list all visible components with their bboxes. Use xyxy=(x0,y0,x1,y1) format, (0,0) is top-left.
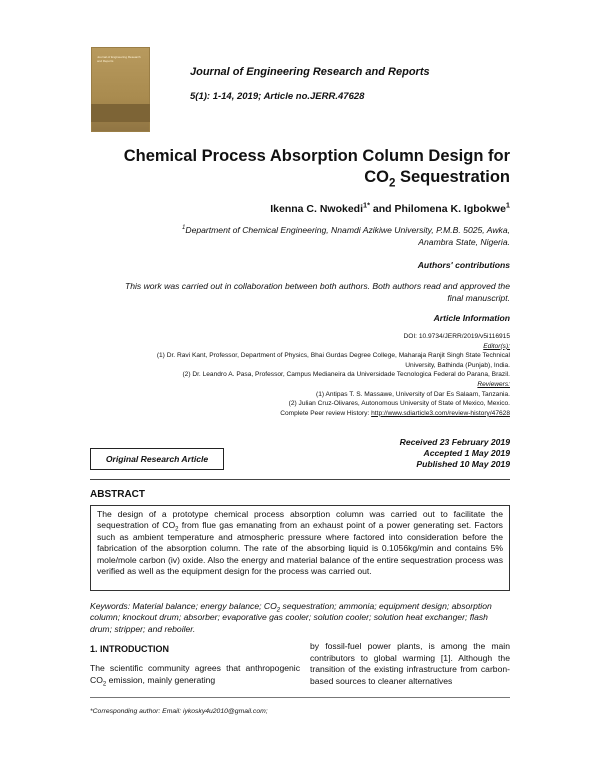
editors-label: Editor(s): xyxy=(483,342,510,350)
doi: DOI: 10.9734/JERR/2019/v5i116915 xyxy=(403,333,510,340)
intro-sub: 2 xyxy=(102,681,107,688)
intro-column-1 xyxy=(90,663,300,686)
editor-1-line-2: University, Bathinda (Punjab), India. xyxy=(405,361,510,369)
title-line-2 xyxy=(90,167,510,188)
footnote-divider xyxy=(90,697,510,698)
keywords xyxy=(90,601,510,635)
intro-text-1a: The scientific community agrees that anthropogenic CO xyxy=(90,663,300,685)
title-co: CO xyxy=(364,168,389,186)
contributions-text xyxy=(90,280,510,304)
reviewer-2: (2) Julian Cruz-Olivares, Autonomous University of State of Mexico, Mexico. xyxy=(288,400,510,408)
title-sub: 2 xyxy=(388,177,396,190)
contributions-line-1: This work was carried out in collaboration between both authors. Both authors read and approved the xyxy=(124,281,510,291)
title-line-1: Chemical Process Absorption Column Design for xyxy=(123,147,510,165)
keywords-text-1: Material balance; energy balance; CO xyxy=(130,601,277,611)
reviewer-1: (1) Antipas T. S. Massawe, University of Dar Es Salaam, Tanzania. xyxy=(316,390,510,398)
article-dates xyxy=(330,437,510,470)
author-and: and xyxy=(369,203,395,215)
abstract-text-2: from flue gas emanating from an exhaust point of a power generating set. Factors such as ambient temperature and atmospheric pressure where factored into consideration before the fabrication of the absorption column. The rate of the absorbing liquid is 0.1056kg/min and contains 5% mole/mole carbon (iv) oxide. Also the energy and material balance of the entire sequestration process was verified as well as the equipment design for the process was carried out. xyxy=(97,520,503,577)
affiliation-text-1: Department of Chemical Engineering, Nnamdi Azikiwe University, P.M.B. 5025, Awka, xyxy=(185,225,510,235)
divider-1 xyxy=(90,479,510,480)
cover-band xyxy=(91,104,150,122)
intro-column-2: by fossil-fuel power plants, is among the main contributors to global warming [1]. Although the transition of the existing infrastructure from carbon-based sources to cleaner alternatives xyxy=(310,641,510,686)
date-received: Received 23 February 2019 xyxy=(399,437,510,447)
editor-1-line-1: (1) Dr. Ravi Kant, Professor, Department of Physics, Bhai Gurdas Degree College, Maharaja Ranjit Singh State Technical xyxy=(156,352,510,360)
date-published: Published 10 May 2019 xyxy=(416,459,510,469)
intro-text-1b: emission, mainly generating xyxy=(106,674,216,685)
journal-name: Journal of Engineering Research and Reports xyxy=(190,66,430,78)
author-1-mark: 1* xyxy=(363,200,370,210)
article-info-heading: Article Information xyxy=(433,313,510,323)
paper-title xyxy=(90,146,510,188)
introduction-heading: 1. INTRODUCTION xyxy=(90,644,170,654)
cover-title: Journal of Engineering Research and Reports xyxy=(97,55,141,63)
keywords-label: Keywords: xyxy=(90,601,131,611)
corresponding-author: *Corresponding author: Email: iykosky4u2010@gmail.com; xyxy=(90,708,268,715)
affiliation-line-1 xyxy=(150,224,510,236)
journal-cover-thumbnail xyxy=(91,47,150,132)
review-history xyxy=(90,409,510,419)
keywords-sub: 2 xyxy=(276,607,281,614)
date-accepted: Accepted 1 May 2019 xyxy=(423,448,510,458)
contributions-line-2: final manuscript. xyxy=(447,293,510,303)
review-history-label: Complete Peer review History: xyxy=(280,409,372,417)
abstract-sub: 2 xyxy=(175,527,179,534)
article-info xyxy=(90,332,510,418)
author-list xyxy=(90,200,510,215)
contributions-heading: Authors' contributions xyxy=(417,260,510,270)
reviewers-label: Reviewers: xyxy=(477,380,510,388)
affiliation xyxy=(150,224,510,248)
title-sequestration: Sequestration xyxy=(395,168,510,186)
review-history-link[interactable]: http://www.sdiarticle3.com/review-history/47628 xyxy=(371,409,510,417)
author-2: Philomena K. Igbokwe xyxy=(394,203,506,215)
abstract-text-1: The design of a prototype chemical process absorption column was carried out to facilitate the sequestration of CO xyxy=(97,509,503,531)
author-2-mark: 1 xyxy=(505,200,510,210)
journal-issue: 5(1): 1-14, 2019; Article no.JERR.47628 xyxy=(190,91,365,102)
abstract-heading: ABSTRACT xyxy=(90,489,145,500)
affiliation-mark: 1 xyxy=(182,225,186,232)
keywords-text-2: sequestration; ammonia; equipment design; absorption column; knockout drum; absorber; evaporative gas cooler; solution cooler; solution heat exchanger; flash drum; stripper; and reboiler. xyxy=(90,601,492,634)
editor-2: (2) Dr. Leandro A. Pasa, Professor, Campus Medianeira da Universidade Tecnologica Federal do Parana, Brazil. xyxy=(182,371,510,379)
affiliation-line-2: Anambra State, Nigeria. xyxy=(418,237,510,247)
abstract-box xyxy=(90,505,510,591)
article-type-badge: Original Research Article xyxy=(90,448,224,470)
author-1: Ikenna C. Nwokedi xyxy=(270,203,363,215)
